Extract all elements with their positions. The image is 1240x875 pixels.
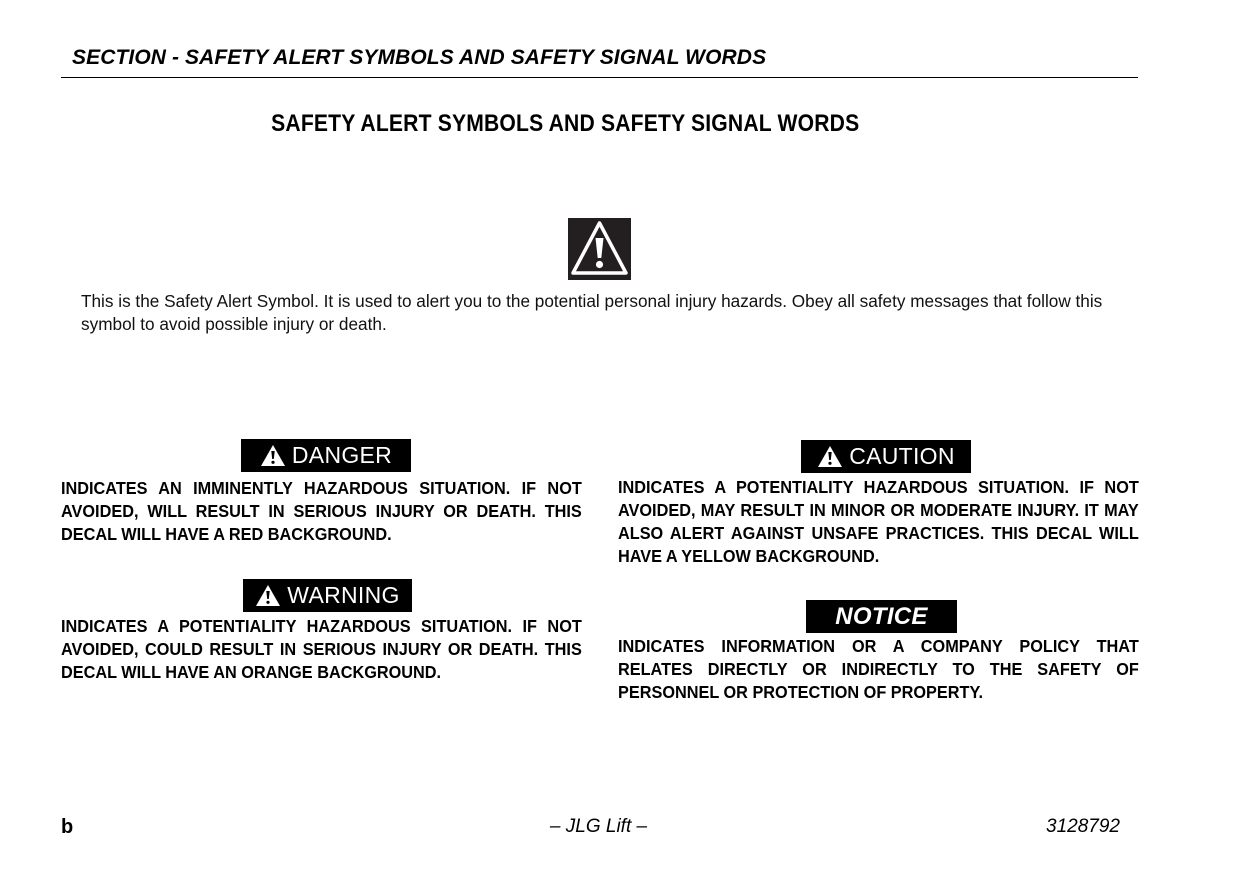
- caution-description: INDICATES A POTENTIALITY HAZARDOUS SITUATION. IF NOT AVOIDED, MAY RESULT IN MINOR OR MODERATE INJURY. IT MAY ALSO ALERT AGAINST UNSAFE PRACTICES. THIS DECAL WILL HAVE A YELLOW BACKGROUND.: [618, 477, 1139, 566]
- footer-brand: – JLG Lift –: [549, 816, 648, 837]
- safety-alert-intro: This is the Safety Alert Symbol. It is used to alert you to the potential personal injury hazards. Obey all safety messages that follow this symbol to avoid possible injury or death.: [81, 291, 1103, 334]
- warning-triangle-icon: [260, 444, 286, 467]
- danger-description: INDICATES AN IMMINENTLY HAZARDOUS SITUATION. IF NOT AVOIDED, WILL RESULT IN SERIOUS INJURY OR DEATH. THIS DECAL WILL HAVE A RED BACKGROUND.: [61, 478, 582, 544]
- warning-triangle-icon: [817, 445, 843, 468]
- warning-label-text: WARNING: [287, 582, 400, 608]
- caution-label: [801, 440, 971, 473]
- warning-label: [243, 579, 412, 612]
- danger-label-text: DANGER: [291, 442, 393, 468]
- page-number: b: [61, 816, 74, 838]
- page-title: SAFETY ALERT SYMBOLS AND SAFETY SIGNAL WORDS: [271, 110, 860, 137]
- notice-label: [806, 600, 957, 633]
- document-number: 3128792: [1046, 816, 1120, 837]
- section-header: SECTION - SAFETY ALERT SYMBOLS AND SAFETY SIGNAL WORDS: [72, 46, 767, 69]
- notice-description: INDICATES INFORMATION OR A COMPANY POLICY THAT RELATES DIRECTLY OR INDIRECTLY TO THE SAFETY OF PERSONNEL OR PROTECTION OF PROPERTY.: [618, 636, 1139, 702]
- warning-triangle-icon: [255, 584, 281, 607]
- safety-alert-triangle-icon: [568, 218, 631, 280]
- danger-label: [241, 439, 411, 472]
- caution-label-text: CAUTION: [849, 443, 955, 469]
- notice-label-text: NOTICE: [835, 602, 928, 630]
- header-divider: [61, 77, 1138, 78]
- warning-description: INDICATES A POTENTIALITY HAZARDOUS SITUATION. IF NOT AVOIDED, COULD RESULT IN SERIOUS INJURY OR DEATH. THIS DECAL WILL HAVE AN ORANGE BACKGROUND.: [61, 616, 582, 682]
